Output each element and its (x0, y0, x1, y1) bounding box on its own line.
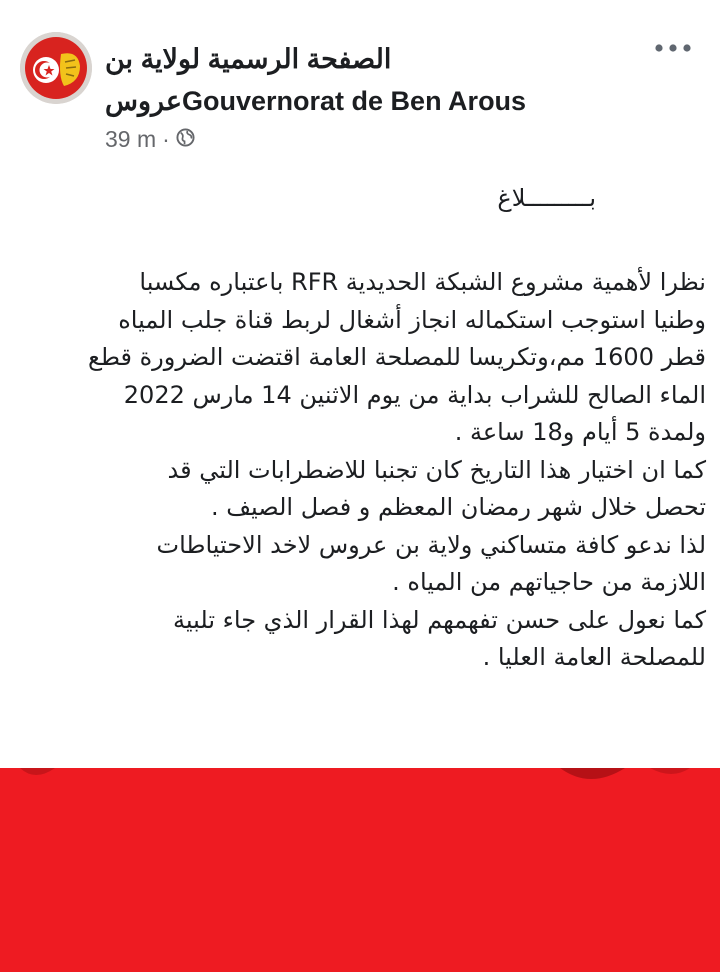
more-options-button[interactable] (650, 30, 696, 66)
post-line: نظرا لأهمية مشروع الشبكة الحديدية RFR باعتباره مكسبا (139, 268, 706, 296)
post-line: ولمدة 5 أيام و18 ساعة . (454, 418, 706, 446)
announcement-heading: بـــــــــلاغ (497, 184, 596, 212)
post-timestamp[interactable]: 39 m (105, 125, 157, 152)
post-line: لذا ندعو كافة متساكني ولاية بن عروس لاخد الاحتياطات (156, 530, 706, 559)
background-shadow-shape (0, 768, 720, 798)
post-line: اللازمة من حاجياتهم من المياه . (392, 568, 706, 596)
post-line: تحصل خلال شهر رمضان المعظم و فصل الصيف . (210, 493, 706, 521)
post-line: الماء الصالح للشراب بداية من يوم الاثنين 14 مارس 2022 (123, 380, 706, 409)
post-line: كما ان اختيار هذا التاريخ كان تجنبا للاضطرابات التي قد (167, 455, 706, 484)
page-name[interactable] (105, 38, 585, 122)
post-line: للمصلحة العامة العليا . (482, 643, 706, 671)
more-horizontal-icon (654, 43, 692, 53)
announcement-text (50, 264, 706, 677)
globe-icon[interactable] (176, 126, 195, 153)
page-name-line-2[interactable]: عروسGouvernorat de Ben Arous (105, 86, 527, 116)
post-header (0, 0, 720, 170)
post-line: وطنيا استوجب استكماله انجاز أشغال لربط قناة جلب المياه (118, 305, 706, 334)
page-name-line-1[interactable]: الصفحة الرسمية لولاية بن (105, 44, 392, 74)
post-line: قطر 1600 مم،وتكريسا للمصلحة العامة اقتضت الضرورة قطع (88, 343, 706, 371)
post-line: كما نعول على حسن تفهمهم لهذا القرار الذي جاء تلبية (173, 605, 706, 634)
red-background-image (0, 768, 720, 972)
meta-separator: · (162, 125, 170, 152)
ben-arous-logo-icon (20, 32, 92, 104)
post-meta (105, 126, 195, 152)
post-body (50, 170, 706, 677)
page-avatar[interactable] (20, 32, 92, 104)
